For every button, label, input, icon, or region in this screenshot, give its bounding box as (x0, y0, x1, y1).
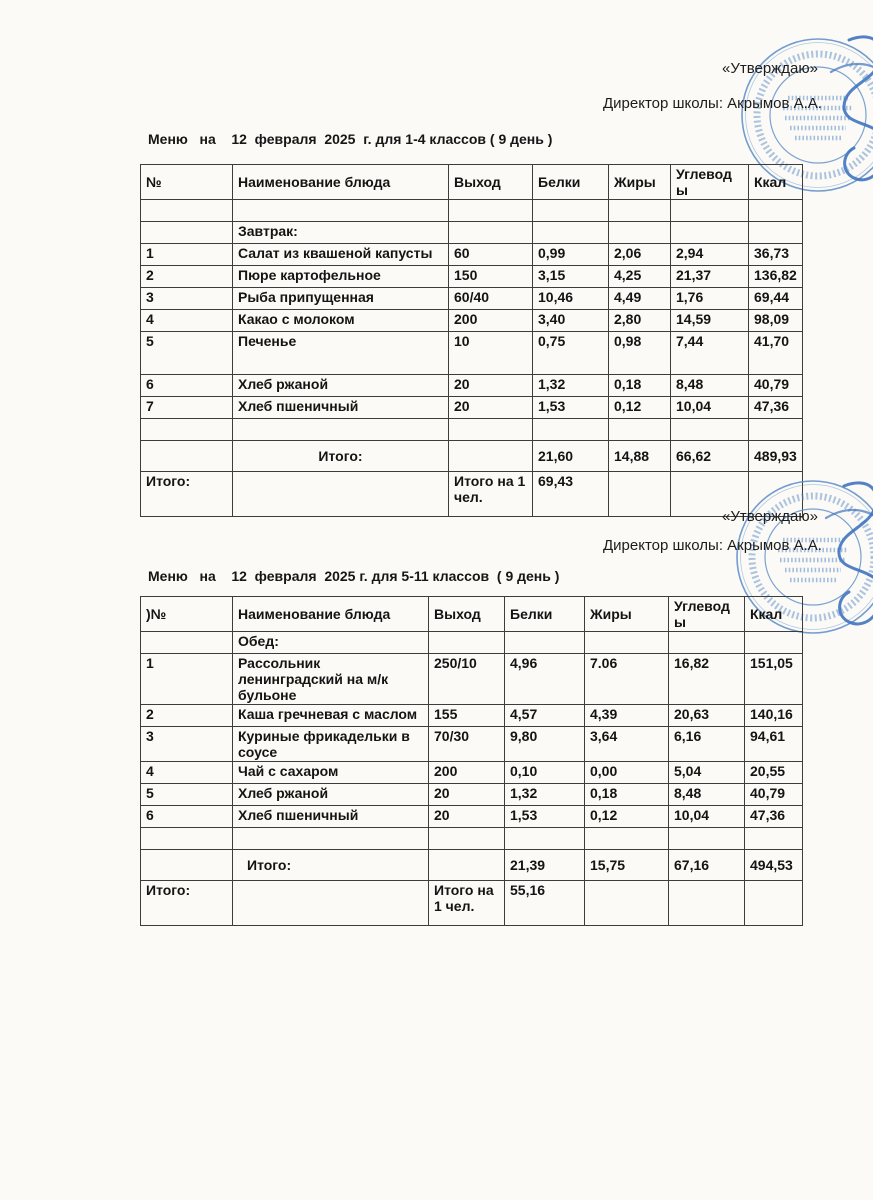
column-header: Ккал (745, 597, 803, 632)
cell: 1 (141, 244, 233, 266)
cell: 200 (429, 762, 505, 784)
cell: 9,80 (505, 727, 585, 762)
menu-title: Меню на 12 февраля 2025 г. для 5-11 классов ( 9 день ) (148, 568, 560, 584)
cell: 21,60 (533, 441, 609, 472)
cell: 3,64 (585, 727, 669, 762)
cell: 7 (141, 397, 233, 419)
cell: 200 (449, 310, 533, 332)
cell (429, 828, 505, 850)
cell: 2 (141, 266, 233, 288)
cell: 2,80 (609, 310, 671, 332)
cell: 60 (449, 244, 533, 266)
cell (141, 828, 233, 850)
cell: Итого на 1 чел. (429, 881, 505, 926)
cell (671, 200, 749, 222)
column-header: Ккал (749, 165, 803, 200)
cell: 20,63 (669, 705, 745, 727)
cell: 47,36 (749, 397, 803, 419)
cell (609, 200, 671, 222)
cell (141, 419, 233, 441)
cell (449, 222, 533, 244)
table-row (141, 806, 803, 828)
cell (233, 419, 449, 441)
cell: 14,88 (609, 441, 671, 472)
cell: 1,53 (533, 397, 609, 419)
cell (609, 472, 671, 517)
cell: 15,75 (585, 850, 669, 881)
table-row (141, 632, 803, 654)
column-header: № (141, 165, 233, 200)
cell: 94,61 (745, 727, 803, 762)
cell: 4,57 (505, 705, 585, 727)
cell: 151,05 (745, 654, 803, 705)
cell: Итого: (233, 850, 429, 881)
cell: 21,39 (505, 850, 585, 881)
cell: 2,06 (609, 244, 671, 266)
column-header: Жиры (585, 597, 669, 632)
cell: 150 (449, 266, 533, 288)
cell: 70/30 (429, 727, 505, 762)
cell: Какао с молоком (233, 310, 449, 332)
column-header: Выход (429, 597, 505, 632)
cell (533, 222, 609, 244)
table-row (141, 472, 803, 517)
cell: 21,37 (671, 266, 749, 288)
table-row (141, 165, 803, 200)
cell: 20 (429, 784, 505, 806)
cell: Салат из квашеной капусты (233, 244, 449, 266)
cell: 0,18 (609, 375, 671, 397)
cell: 3 (141, 727, 233, 762)
table-row (141, 705, 803, 727)
menu-table (140, 164, 803, 517)
cell: 1,32 (533, 375, 609, 397)
cell: Хлеб пшеничный (233, 806, 429, 828)
cell (669, 881, 745, 926)
cell: Итого: (141, 472, 233, 517)
cell: Хлеб пшеничный (233, 397, 449, 419)
cell: 1,53 (505, 806, 585, 828)
column-header: Наименование блюда (233, 597, 429, 632)
table-row (141, 419, 803, 441)
cell: 3 (141, 288, 233, 310)
cell: 136,82 (749, 266, 803, 288)
cell: 5,04 (669, 762, 745, 784)
cell (449, 200, 533, 222)
cell: 69,43 (533, 472, 609, 517)
table-row (141, 288, 803, 310)
cell (749, 419, 803, 441)
column-header: Наименование блюда (233, 165, 449, 200)
cell (745, 828, 803, 850)
table-row (141, 244, 803, 266)
cell: 10,46 (533, 288, 609, 310)
cell (533, 419, 609, 441)
cell: 1 (141, 654, 233, 705)
approve-label: «Утверждаю» (722, 508, 818, 525)
table-row (141, 266, 803, 288)
cell (669, 632, 745, 654)
director-line: Директор школы: Акрымов А.А. (603, 95, 822, 112)
cell: 4,39 (585, 705, 669, 727)
cell: 5 (141, 332, 233, 375)
cell (505, 632, 585, 654)
cell: 67,16 (669, 850, 745, 881)
menu-table (140, 596, 803, 926)
cell (585, 828, 669, 850)
cell: 2 (141, 705, 233, 727)
cell: 1,32 (505, 784, 585, 806)
cell: 69,44 (749, 288, 803, 310)
cell: 0,98 (609, 332, 671, 375)
cell: 3,15 (533, 266, 609, 288)
cell (233, 200, 449, 222)
cell: 3,40 (533, 310, 609, 332)
cell: Хлеб ржаной (233, 784, 429, 806)
cell: Рыба припущенная (233, 288, 449, 310)
cell (585, 881, 669, 926)
column-header: )№ (141, 597, 233, 632)
cell: Итого: (233, 441, 449, 472)
cell: 14,59 (671, 310, 749, 332)
cell: 489,93 (749, 441, 803, 472)
cell: 41,70 (749, 332, 803, 375)
cell (449, 419, 533, 441)
cell (429, 850, 505, 881)
cell (233, 828, 429, 850)
column-header: Белки (533, 165, 609, 200)
cell: 0,18 (585, 784, 669, 806)
cell (141, 850, 233, 881)
cell (533, 200, 609, 222)
cell: 16,82 (669, 654, 745, 705)
cell: 0,75 (533, 332, 609, 375)
cell (749, 222, 803, 244)
cell: 60/40 (449, 288, 533, 310)
menu-title: Меню на 12 февраля 2025 г. для 1-4 классов ( 9 день ) (148, 131, 553, 147)
cell: 20 (449, 375, 533, 397)
cell: 8,48 (671, 375, 749, 397)
cell (141, 200, 233, 222)
cell (669, 828, 745, 850)
cell (233, 472, 449, 517)
table-row (141, 762, 803, 784)
column-header: Жиры (609, 165, 671, 200)
cell: Хлеб ржаной (233, 375, 449, 397)
table-row (141, 200, 803, 222)
cell: Итого: (141, 881, 233, 926)
cell (141, 441, 233, 472)
cell (449, 441, 533, 472)
cell: 140,16 (745, 705, 803, 727)
cell: 0,12 (609, 397, 671, 419)
cell: 40,79 (745, 784, 803, 806)
cell: 6 (141, 806, 233, 828)
cell: 20 (429, 806, 505, 828)
cell: 4,96 (505, 654, 585, 705)
cell: 6,16 (669, 727, 745, 762)
column-header: Белки (505, 597, 585, 632)
cell: 4 (141, 310, 233, 332)
table-row (141, 332, 803, 375)
column-header: Углеводы (671, 165, 749, 200)
column-header: Выход (449, 165, 533, 200)
cell: 6 (141, 375, 233, 397)
cell: 1,76 (671, 288, 749, 310)
cell: 5 (141, 784, 233, 806)
cell: Чай с сахаром (233, 762, 429, 784)
cell: 40,79 (749, 375, 803, 397)
cell: 66,62 (671, 441, 749, 472)
cell: Печенье (233, 332, 449, 375)
cell (745, 881, 803, 926)
table-row (141, 727, 803, 762)
signature-stroke (839, 483, 873, 624)
cell (671, 419, 749, 441)
cell (505, 828, 585, 850)
cell (671, 222, 749, 244)
cell: 4,49 (609, 288, 671, 310)
cell: 0,12 (585, 806, 669, 828)
table-row (141, 597, 803, 632)
table-row (141, 310, 803, 332)
signature-stroke (844, 37, 873, 180)
cell: Итого на 1 чел. (449, 472, 533, 517)
cell: 7.06 (585, 654, 669, 705)
table-row (141, 654, 803, 705)
cell: Рассольник ленинградский на м/к бульоне (233, 654, 429, 705)
cell (749, 200, 803, 222)
approve-label: «Утверждаю» (722, 60, 818, 77)
cell: 250/10 (429, 654, 505, 705)
cell: Куриные фрикадельки в соусе (233, 727, 429, 762)
table-row (141, 784, 803, 806)
cell: 10 (449, 332, 533, 375)
table-row (141, 375, 803, 397)
cell: 0,99 (533, 244, 609, 266)
cell: 20 (449, 397, 533, 419)
cell: 20,55 (745, 762, 803, 784)
cell: 4 (141, 762, 233, 784)
cell: 55,16 (505, 881, 585, 926)
table-row (141, 222, 803, 244)
cell: 494,53 (745, 850, 803, 881)
column-header: Углеводы (669, 597, 745, 632)
director-line: Директор школы: Акрымов А.А. (603, 537, 822, 554)
table-row (141, 441, 803, 472)
cell (233, 881, 429, 926)
cell (745, 632, 803, 654)
cell (141, 632, 233, 654)
cell: 2,94 (671, 244, 749, 266)
table-row (141, 828, 803, 850)
cell: 47,36 (745, 806, 803, 828)
cell (141, 222, 233, 244)
cell: Каша гречневая с маслом (233, 705, 429, 727)
cell (609, 419, 671, 441)
cell: 8,48 (669, 784, 745, 806)
cell: 0,00 (585, 762, 669, 784)
cell: 10,04 (669, 806, 745, 828)
table-row (141, 881, 803, 926)
cell: 0,10 (505, 762, 585, 784)
cell: 10,04 (671, 397, 749, 419)
cell: 4,25 (609, 266, 671, 288)
cell (429, 632, 505, 654)
table-row (141, 397, 803, 419)
cell: 36,73 (749, 244, 803, 266)
cell (609, 222, 671, 244)
cell: Пюре картофельное (233, 266, 449, 288)
cell: Завтрак: (233, 222, 449, 244)
cell: 155 (429, 705, 505, 727)
table-row (141, 850, 803, 881)
cell: Обед: (233, 632, 429, 654)
cell: 7,44 (671, 332, 749, 375)
cell: 98,09 (749, 310, 803, 332)
cell (585, 632, 669, 654)
